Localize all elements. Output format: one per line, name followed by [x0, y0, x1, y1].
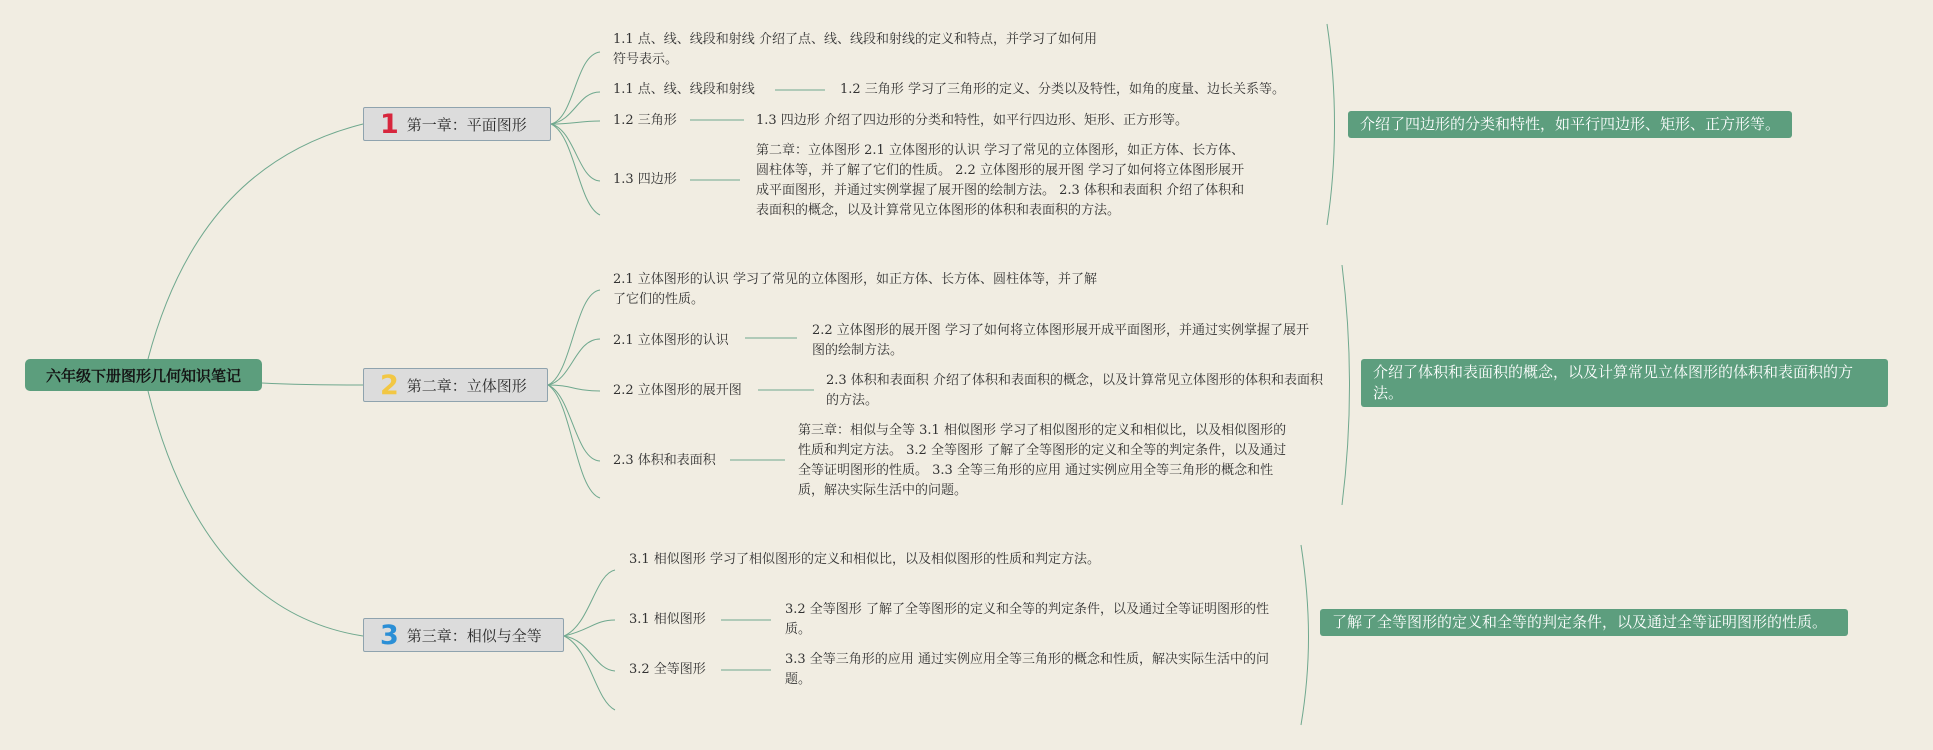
chapter-2-item-1-label[interactable]: 2.1 立体图形的认识 — [613, 333, 729, 348]
chapter-2-item-2-detail[interactable]: 2.3 体积和表面积 介绍了体积和表面积的概念，以及计算常见立体图形的体积和表面积的方法。 — [826, 373, 1323, 408]
chapter-1-node[interactable] — [363, 107, 551, 141]
chapter-1-title: 第一章：平面图形 — [406, 115, 527, 134]
chapter-2-intro[interactable]: 2.1 立体图形的认识 学习了常见的立体图形，如正方体、长方体、圆柱体等，并了解了它们的性质。 — [613, 272, 1097, 307]
number-2-icon: 2 — [380, 369, 399, 401]
chapter-1-item-3-label[interactable]: 1.3 四边形 — [613, 172, 677, 187]
chapter-2-summary[interactable]: 介绍了体积和表面积的概念，以及计算常见立体图形的体积和表面积的方法。 — [1361, 359, 1888, 407]
chapter-3-node[interactable] — [363, 618, 564, 652]
number-1-icon: 1 — [380, 108, 399, 140]
chapter-1-item-1-label[interactable]: 1.1 点、线、线段和射线 — [613, 82, 755, 97]
chapter-1-item-2-label[interactable]: 1.2 三角形 — [613, 113, 677, 128]
chapter-2-item-3-detail[interactable]: 第三章：相似与全等 3.1 相似图形 学习了相似图形的定义和相似比，以及相似图形的性质和判定方法。 3.2 全等图形 了解了全等图形的定义和全等的判定条件，以及通过全等证明图形的性质。 3.3 全等三角形的应用 通过实例应用全等三角形的概念和性质，解决实际生活中的问题。 — [798, 423, 1287, 498]
chapter-2-title: 第二章：立体图形 — [406, 376, 527, 395]
chapter-3-item-1-label[interactable]: 3.1 相似图形 — [629, 612, 706, 627]
chapter-2-item-2-label[interactable]: 2.2 立体图形的展开图 — [613, 383, 742, 398]
chapter-3-item-1-detail[interactable]: 3.2 全等图形 了解了全等图形的定义和全等的判定条件，以及通过全等证明图形的性质。 — [785, 602, 1269, 637]
chapter-1-item-1-detail[interactable]: 1.2 三角形 学习了三角形的定义、分类以及特性，如角的度量、边长关系等。 — [840, 82, 1285, 97]
chapter-2-item-1-detail[interactable]: 2.2 立体图形的展开图 学习了如何将立体图形展开成平面图形，并通过实例掌握了展开图的绘制方法。 — [812, 323, 1309, 358]
chapter-3-summary[interactable]: 了解了全等图形的定义和全等的判定条件，以及通过全等证明图形的性质。 — [1320, 609, 1848, 636]
chapter-1-item-2-detail[interactable]: 1.3 四边形 介绍了四边形的分类和特性，如平行四边形、矩形、正方形等。 — [756, 113, 1188, 128]
chapter-2-item-3-label[interactable]: 2.3 体积和表面积 — [613, 453, 716, 468]
root-title: 六年级下册图形几何知识笔记 — [45, 366, 241, 385]
chapter-1-summary[interactable]: 介绍了四边形的分类和特性，如平行四边形、矩形、正方形等。 — [1348, 111, 1792, 138]
number-3-icon: 3 — [380, 619, 399, 651]
root-topic[interactable] — [25, 359, 262, 391]
chapter-3-item-2-label[interactable]: 3.2 全等图形 — [629, 662, 706, 677]
chapter-1-intro[interactable]: 1.1 点、线、线段和射线 介绍了点、线、线段和射线的定义和特点，并学习了如何用符号表示。 — [613, 32, 1097, 67]
chapter-3-intro[interactable]: 3.1 相似图形 学习了相似图形的定义和相似比，以及相似图形的性质和判定方法。 — [629, 552, 1100, 567]
chapter-3-item-2-detail[interactable]: 3.3 全等三角形的应用 通过实例应用全等三角形的概念和性质，解决实际生活中的问题。 — [785, 652, 1269, 687]
chapter-1-item-3-detail[interactable]: 第二章：立体图形 2.1 立体图形的认识 学习了常见的立体图形，如正方体、长方体、圆柱体等，并了解了它们的性质。 2.2 立体图形的展开图 学习了如何将立体图形展开成平面图形，并通过实例掌握了展开图的绘制方法。 2.3 体积和表面积 介绍了体积和表面积的概念，以及计算常见立体图形的体积和表面积的方法。 — [756, 143, 1245, 218]
chapter-3-title: 第三章：相似与全等 — [406, 626, 542, 645]
chapter-2-node[interactable] — [363, 368, 548, 402]
